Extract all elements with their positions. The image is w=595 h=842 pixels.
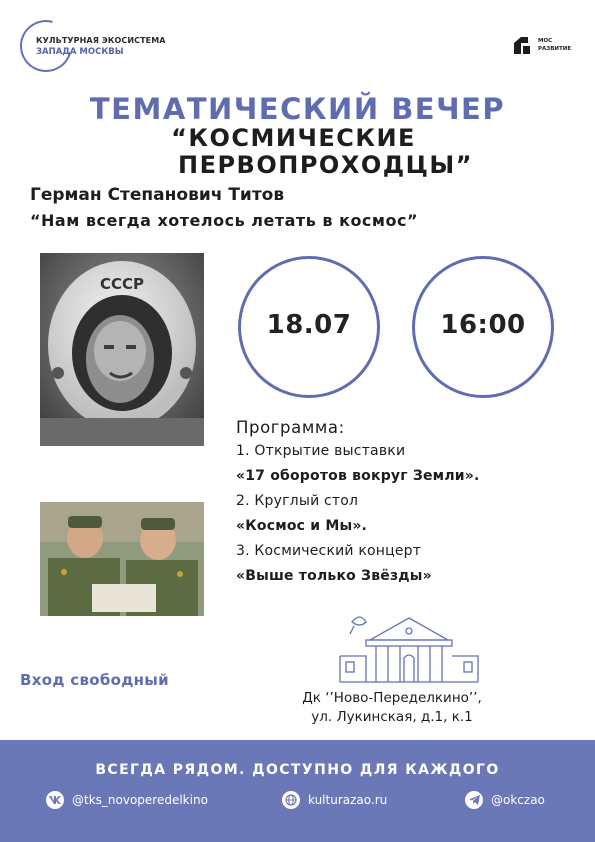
website-url: kulturazao.ru xyxy=(308,793,388,807)
free-entry-label: Вход свободный xyxy=(20,671,169,689)
page-title: ТЕМАТИЧЕСКИЙ ВЕЧЕР xyxy=(89,92,506,126)
logo-ring-icon xyxy=(10,10,81,81)
program-line: «Выше только Звёзды» xyxy=(236,568,432,584)
program-line: 1. Открытие выставки xyxy=(236,443,406,459)
program-line: «17 оборотов вокруг Земли». xyxy=(236,468,480,484)
venue-line-2: ул. Лукинская, д.1, к.1 xyxy=(311,709,473,725)
mos-logo-icon xyxy=(512,34,534,56)
event-time: 16:00 xyxy=(440,310,526,340)
program-heading: Программа: xyxy=(236,418,345,437)
program-line: 2. Круглый стол xyxy=(236,493,359,509)
vk-handle: @tks_novoperedelkino xyxy=(72,793,208,807)
culture-ecosystem-logo xyxy=(20,20,195,72)
event-title-line-2: ПЕРВОПРОХОДЦЫ” xyxy=(177,151,474,179)
footer-banner xyxy=(0,740,595,842)
time-circle xyxy=(412,256,554,398)
cosmonauts-reading-photo xyxy=(40,502,204,616)
program xyxy=(236,418,586,593)
logo-line-2: ЗАПАДА МОСКВЫ xyxy=(36,47,124,57)
slogan: ВСЕГДА РЯДОМ. ДОСТУПНО ДЛЯ КАЖДОГО xyxy=(95,762,500,778)
vk-link[interactable] xyxy=(46,790,208,810)
logo-right-line-1: МОС xyxy=(538,38,553,44)
logo-line-1: КУЛЬТУРНАЯ ЭКОСИСТЕМА xyxy=(36,36,166,45)
telegram-link[interactable] xyxy=(465,790,545,810)
date-circle xyxy=(238,256,380,398)
telegram-handle: @okczao xyxy=(491,793,545,807)
venue-line-1: Дк ‘’Ново-Переделкино’’, xyxy=(302,690,482,706)
event-title-line-1: “КОСМИЧЕСКИЕ xyxy=(171,124,416,152)
cosmonaut-portrait-photo xyxy=(40,253,204,446)
hero-quote: “Нам всегда хотелось летать в космос” xyxy=(30,211,418,230)
hero-name: Герман Степанович Титов xyxy=(30,185,285,205)
mos-razvitie-logo xyxy=(512,34,582,58)
program-line: 3. Космический концерт xyxy=(236,543,422,559)
svg-text:СССР: СССР xyxy=(99,275,145,293)
culture-house-building-icon xyxy=(330,612,488,684)
website-link[interactable] xyxy=(282,790,387,810)
program-line: «Космос и Мы». xyxy=(236,518,368,534)
globe-icon xyxy=(282,791,300,809)
logo-right-line-2: РАЗВИТИЕ xyxy=(538,46,572,52)
event-date: 18.07 xyxy=(266,310,352,340)
venue-address xyxy=(272,689,512,727)
vk-icon xyxy=(46,791,64,809)
telegram-icon xyxy=(465,791,483,809)
